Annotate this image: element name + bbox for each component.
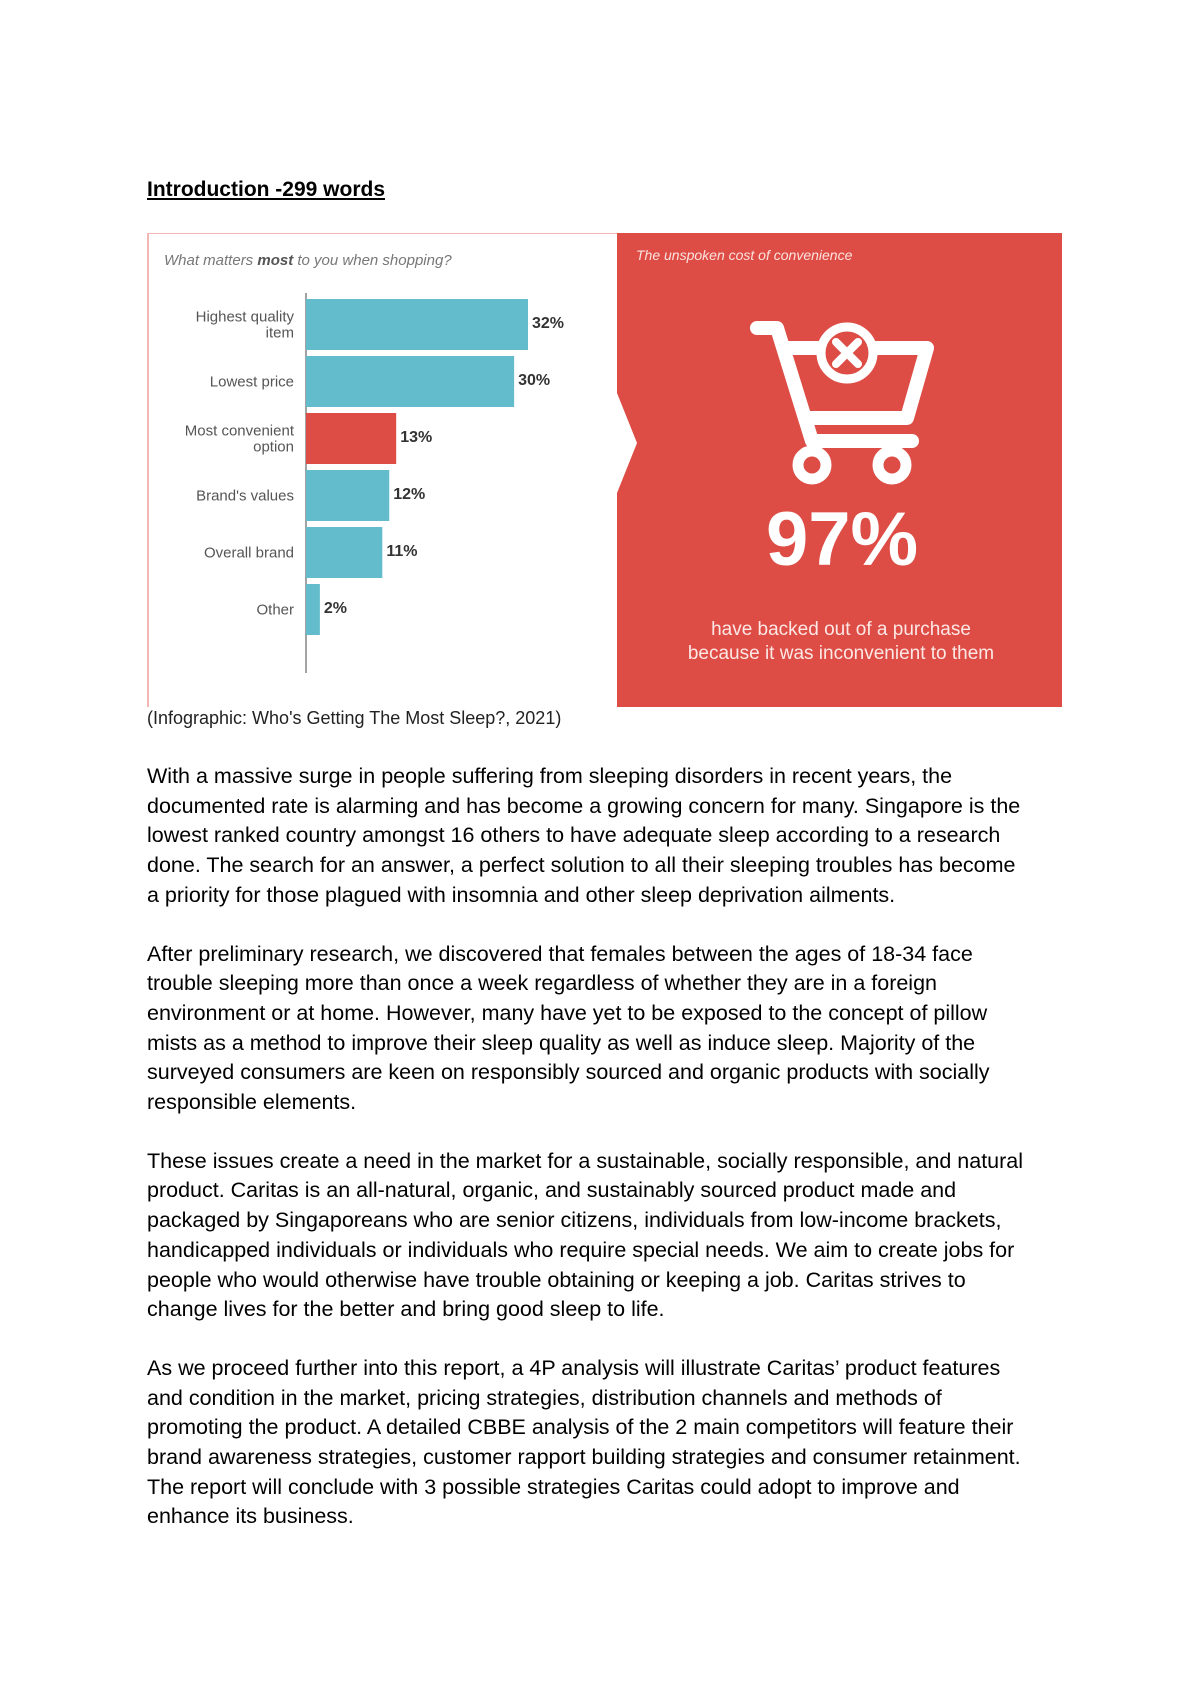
paragraph-line: documented rate is alarming and has become a growing concern for many. Singapore is the (147, 793, 1021, 818)
paragraph-line: and condition in the market, pricing strategies, distribution channels and methods of (147, 1385, 942, 1410)
bar-value-label: 30% (518, 372, 551, 389)
section-heading: Introduction -299 words (147, 178, 386, 201)
chart-question: What matters most to you when shopping? (164, 252, 452, 269)
bar-1 (306, 299, 528, 350)
body-paragraph (147, 762, 1067, 911)
paragraph-line: people who would otherwise have trouble obtaining or keeping a job. Caritas strives to (147, 1267, 966, 1292)
bar-value-label: 12% (393, 486, 426, 503)
bar-category-label: Brand's values (196, 487, 294, 505)
paragraph-line: brand awareness strategies, customer rapport building strategies and consumer retainment. (147, 1445, 1021, 1470)
paragraph-line: promoting the product. A detailed CBBE analysis of the 2 main competitors will feature their (147, 1415, 1014, 1440)
paragraph-line: mists as a method to improve their sleep quality as well as induce sleep. Majority of the (147, 1030, 976, 1055)
paragraph-line: a priority for those plagued with insomnia and other sleep deprivation ailments. (147, 882, 896, 907)
paragraph-line: handicapped individuals or individuals who require special needs. We aim to create jobs for (147, 1237, 1015, 1262)
body-paragraph (147, 940, 1067, 1118)
bar-5 (306, 527, 382, 578)
infographic-caption: (Infographic: Who's Getting The Most Sleep?, 2021) (147, 708, 562, 728)
bar-category-label: Other (256, 601, 294, 619)
bar-category-label: Overall brand (203, 544, 294, 562)
bar-category-label: item (265, 324, 294, 342)
stat-caption-line: because it was inconvenient to them (687, 643, 995, 664)
panel-subtitle: The unspoken cost of convenience (636, 247, 853, 263)
big-stat: 97% (765, 497, 919, 582)
stat-caption-line: have backed out of a purchase (711, 619, 971, 640)
infographic-chart (147, 233, 1062, 707)
body-paragraph (147, 1147, 1067, 1325)
paragraph-line: product. Caritas is an all-natural, organic, and sustainably sourced product made and (147, 1178, 957, 1203)
bar-3 (306, 413, 396, 464)
paragraph-line: environment or at home. However, many have yet to be exposed to the concept of pillow (147, 1000, 988, 1025)
paragraph-line: With a massive surge in people suffering from sleeping disorders in recent years, the (147, 764, 953, 788)
paragraph-line: done. The search for an answer, a perfect solution to all their sleeping troubles has become (147, 853, 1016, 878)
bar-category-label: Lowest price (209, 373, 294, 391)
paragraph-line: trouble sleeping more than once a week regardless of whether they are in a foreign (147, 971, 937, 996)
bar-value-label: 11% (386, 543, 418, 560)
bar-value-label: 13% (400, 429, 433, 446)
bar-6 (306, 584, 320, 635)
paragraph-line: lowest ranked country amongst 16 others to have adequate sleep according to a research (147, 823, 1001, 848)
paragraph-line: The report will conclude with 3 possible strategies Caritas could adopt to improve and (147, 1474, 960, 1499)
paragraph-line: packaged by Singaporeans who are senior citizens, individuals from low-income brackets, (147, 1208, 1002, 1233)
paragraph-line: surveyed consumers are keen on responsibly sourced and organic products with socially (147, 1060, 990, 1085)
paragraph-line: As we proceed further into this report, a 4P analysis will illustrate Caritas’ product features (147, 1355, 1001, 1380)
bar-value-label: 32% (532, 315, 565, 332)
bar-2 (306, 356, 514, 407)
bar-category-label: option (253, 438, 294, 456)
bar-category-label: Most convenient (184, 422, 294, 440)
bar-value-label: 2% (323, 600, 347, 617)
bars-group (185, 299, 564, 635)
paragraph-line: change lives for the better and bring good sleep to life. (147, 1297, 665, 1322)
paragraph-line: These issues create a need in the market for a sustainable, socially responsible, and natural (147, 1148, 1024, 1173)
paragraph-line: After preliminary research, we discovered that females between the ages of 18-34 face (147, 941, 973, 966)
paragraph-line: responsible elements. (147, 1090, 357, 1115)
infographic (147, 233, 1062, 707)
bar-4 (306, 470, 389, 521)
body-text (147, 762, 1067, 1561)
paragraph-line: enhance its business. (147, 1504, 354, 1529)
bar-category-label: Highest quality (195, 308, 294, 326)
body-paragraph (147, 1354, 1067, 1532)
